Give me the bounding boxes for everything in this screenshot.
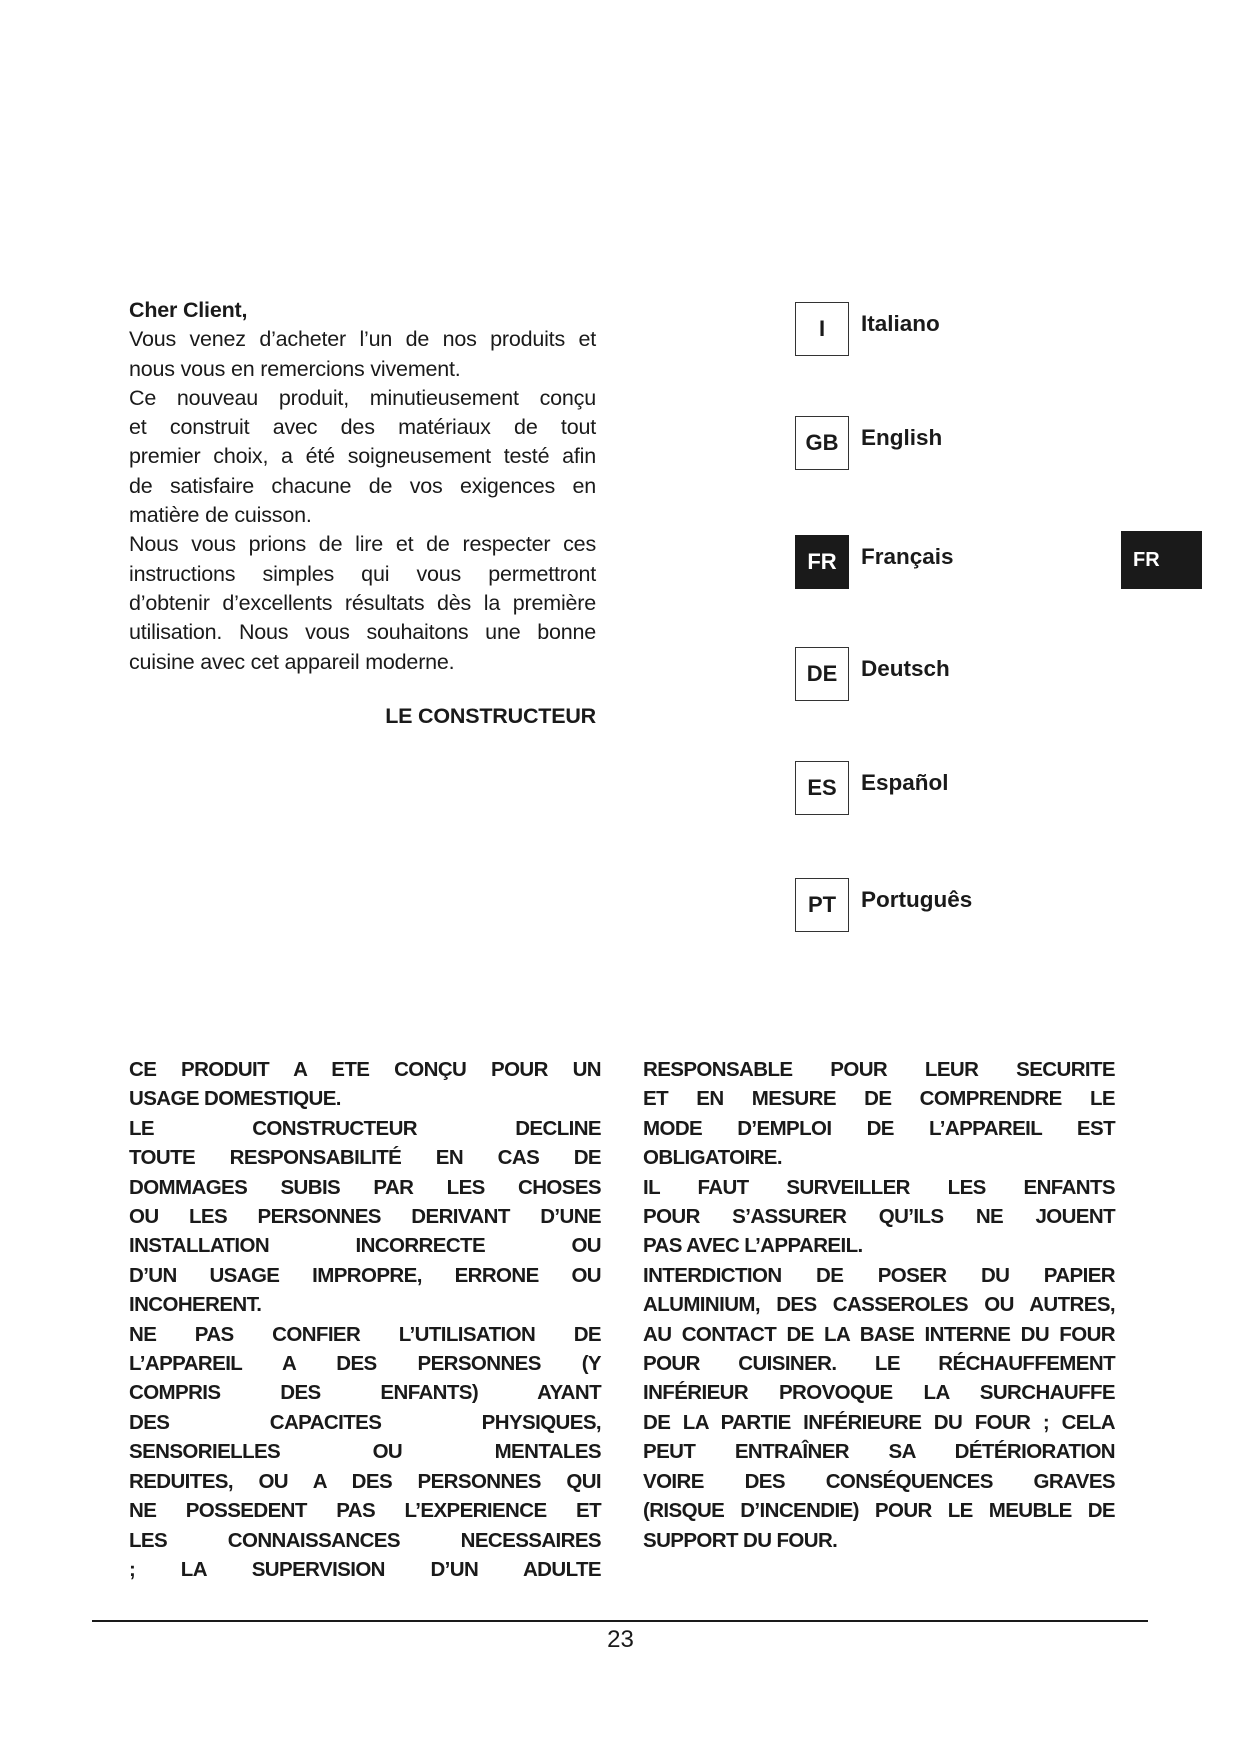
warning-line: LE CONSTRUCTEUR DECLINE bbox=[129, 1116, 601, 1140]
warning-line: LES CONNAISSANCES NECESSAIRES bbox=[129, 1528, 601, 1552]
warning-line: INFÉRIEUR PROVOQUE LA SURCHAUFFE bbox=[643, 1381, 1115, 1405]
intro-line: Ce nouveau produit, minutieusement conçu bbox=[129, 385, 596, 410]
intro-letter bbox=[129, 296, 596, 677]
language-name: Deutsch bbox=[861, 656, 950, 681]
language-item-gb[interactable] bbox=[795, 415, 942, 471]
intro-line: d’obtenir d’excellents résultats dès la première bbox=[129, 590, 596, 615]
warning-line: PEUT ENTRAÎNER SA DÉTÉRIORATION bbox=[643, 1440, 1115, 1464]
intro-line: de satisfaire chacune de vos exigences en bbox=[129, 473, 596, 498]
warning-line: SUPPORT DU FOUR. bbox=[643, 1528, 838, 1552]
signature: LE CONSTRUCTEUR bbox=[385, 704, 596, 728]
language-name: English bbox=[861, 425, 943, 450]
warning-line: CE PRODUIT A ETE CONÇU POUR UN bbox=[129, 1058, 601, 1081]
language-item-de[interactable] bbox=[795, 646, 950, 702]
warning-line: DE LA PARTIE INFÉRIEURE DU FOUR ; CELA bbox=[643, 1410, 1115, 1434]
warning-line: POUR S’ASSURER QU’ILS NE JOUENT bbox=[643, 1205, 1115, 1229]
warning-line: TOUTE RESPONSABILITÉ EN CAS DE bbox=[129, 1146, 601, 1170]
warning-line: DOMMAGES SUBIS PAR LES CHOSES bbox=[129, 1175, 601, 1199]
warning-line: IL FAUT SURVEILLER LES ENFANTS bbox=[643, 1175, 1115, 1199]
warning-line: USAGE DOMESTIQUE. bbox=[129, 1087, 341, 1111]
language-code-box: DE bbox=[795, 647, 849, 701]
intro-line: et construit avec des matériaux de tout bbox=[129, 415, 596, 440]
warning-line: INSTALLATION INCORRECTE OU bbox=[129, 1234, 601, 1258]
language-code-box: GB bbox=[795, 416, 849, 470]
warning-line: COMPRIS DES ENFANTS) AYANT bbox=[129, 1381, 601, 1405]
intro-line: utilisation. Nous vous souhaitons une bonne bbox=[129, 620, 596, 645]
language-name: Italiano bbox=[861, 311, 940, 336]
intro-line: Vous venez d’acheter l’un de nos produits et bbox=[129, 327, 596, 352]
safety-warning-left-column bbox=[129, 1055, 601, 1584]
warning-line: L’APPAREIL A DES PERSONNES (Y bbox=[129, 1352, 601, 1376]
language-code-box: PT bbox=[795, 878, 849, 932]
warning-line: D’UN USAGE IMPROPRE, ERRONE OU bbox=[129, 1263, 601, 1287]
warning-line: POUR CUISINER. LE RÉCHAUFFEMENT bbox=[643, 1352, 1115, 1376]
intro-line: Nous vous prions de lire et de respecter ces bbox=[129, 532, 596, 557]
warning-line: (RISQUE D’INCENDIE) POUR LE MEUBLE DE bbox=[643, 1499, 1115, 1523]
warning-line: NE PAS CONFIER L’UTILISATION DE bbox=[129, 1322, 601, 1346]
language-code-box: I bbox=[795, 302, 849, 356]
footer-rule bbox=[92, 1620, 1148, 1622]
language-name: Português bbox=[861, 887, 973, 912]
intro-line: instructions simples qui vous permettront bbox=[129, 561, 596, 586]
language-code-box: FR bbox=[795, 535, 849, 589]
language-item-es[interactable] bbox=[795, 760, 949, 816]
warning-line: SENSORIELLES OU MENTALES bbox=[129, 1440, 601, 1464]
language-item-i[interactable] bbox=[795, 301, 940, 357]
language-code-box: ES bbox=[795, 761, 849, 815]
intro-line: matière de cuisson. bbox=[129, 503, 312, 528]
warning-line: MODE D’EMPLOI DE L’APPAREIL EST bbox=[643, 1116, 1115, 1140]
warning-line: DES CAPACITES PHYSIQUES, bbox=[129, 1410, 601, 1434]
greeting: Cher Client, bbox=[129, 298, 248, 322]
warning-line: VOIRE DES CONSÉQUENCES GRAVES bbox=[643, 1469, 1115, 1493]
warning-line: ET EN MESURE DE COMPRENDRE LE bbox=[643, 1087, 1115, 1111]
warning-line: RESPONSABLE POUR LEUR SECURITE bbox=[643, 1058, 1115, 1081]
intro-line: nous vous en remercions vivement. bbox=[129, 356, 461, 381]
warning-line: INCOHERENT. bbox=[129, 1293, 262, 1317]
warning-line: REDUITES, OU A DES PERSONNES QUI bbox=[129, 1469, 601, 1493]
intro-line: premier choix, a été soigneusement testé afin bbox=[129, 444, 596, 469]
intro-line: cuisine avec cet appareil moderne. bbox=[129, 649, 455, 674]
warning-line: PAS AVEC L’APPAREIL. bbox=[643, 1234, 863, 1258]
page-number: 23 bbox=[607, 1626, 634, 1653]
language-item-fr[interactable] bbox=[795, 534, 954, 590]
warning-line: ; LA SUPERVISION D’UN ADULTE bbox=[129, 1557, 601, 1581]
safety-warning-right-column bbox=[643, 1055, 1115, 1555]
warning-line: OBLIGATOIRE. bbox=[643, 1146, 782, 1170]
language-side-tab[interactable]: FR bbox=[1121, 531, 1202, 589]
warning-line: AU CONTACT DE LA BASE INTERNE DU FOUR bbox=[643, 1322, 1115, 1346]
warning-line: ALUMINIUM, DES CASSEROLES OU AUTRES, bbox=[643, 1293, 1115, 1317]
language-name: Español bbox=[861, 770, 949, 795]
language-name: Français bbox=[861, 544, 954, 569]
warning-line: INTERDICTION DE POSER DU PAPIER bbox=[643, 1263, 1115, 1287]
warning-line: OU LES PERSONNES DERIVANT D’UNE bbox=[129, 1205, 601, 1229]
language-item-pt[interactable] bbox=[795, 877, 972, 933]
warning-line: NE POSSEDENT PAS L’EXPERIENCE ET bbox=[129, 1499, 601, 1523]
